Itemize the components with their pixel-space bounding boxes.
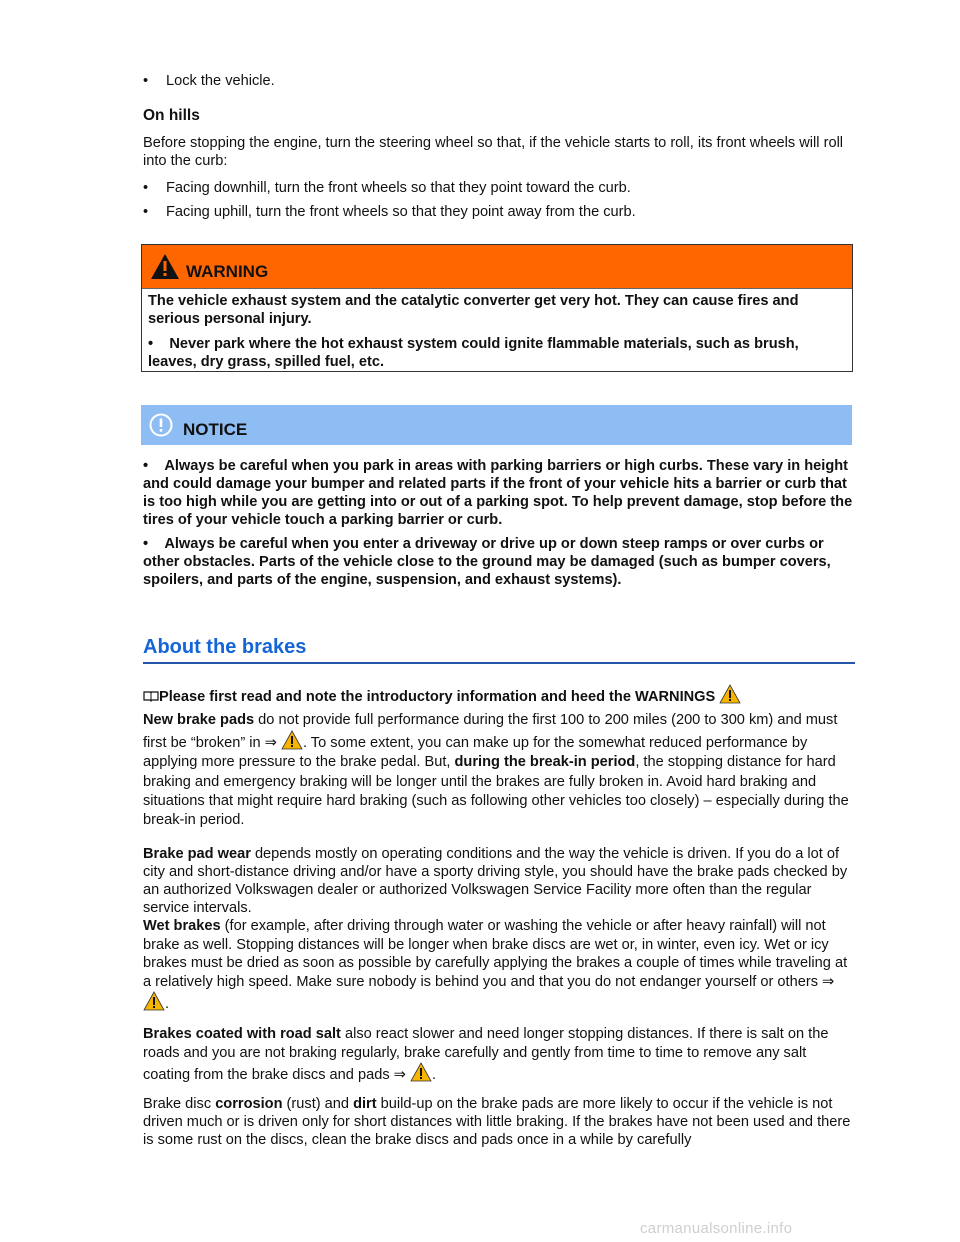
bullet-text: Lock the vehicle. (166, 73, 275, 89)
bullet-dot: • (143, 180, 149, 196)
paragraph-wet-brakes (143, 917, 855, 1014)
text: also react slower and need longer stopping distances. If there is salt on the roads and you are not braking regularly, brake carefully and gently from time to time to remove any salt coating from the brake discs and pads ⇒ (143, 1026, 829, 1084)
warning-triangle-icon (719, 684, 741, 704)
text: (for example, after driving through water or washing the vehicle or after heavy rainfall) will not brake as well. Stopping distances will be longer when brake discs are wet or, in winter, even icy. Wet or icy brakes must be dried as soon as possible by carefully applying the brakes a couple of times while traveling at a relatively high speed. Make sure nobody is behind you and that you do not endanger yourself or others ⇒ (143, 918, 848, 990)
text: Brake disc (143, 1096, 216, 1112)
notice-bullet (143, 535, 855, 589)
bullet-dot: • (143, 458, 149, 474)
text: depends mostly on operating conditions and the way the vehicle is driven. If you do a lot of city and short-distance driving and/or have a sporty driving style, you should have the brake pads checked by an authorized Volkswagen dealer or authorized Volkswagen Service Facility more often than the regular service intervals. (143, 846, 848, 916)
warning-title: WARNING (186, 261, 269, 281)
paragraph-new-brake-pads (143, 711, 855, 830)
notice-header (141, 405, 852, 445)
notice-bullet-text: Always be careful when you enter a driveway or drive up or down steep ramps or over curbs or other obstacles. Parts of the vehicle close to the ground may be damaged (such as bumper covers, spoilers, and parts of the engine, suspension, and exhaust systems). (143, 536, 831, 588)
text: . (165, 996, 170, 1013)
text: . (431, 1067, 437, 1084)
book-icon (143, 690, 159, 702)
text: . To some extent, you can make up for the somewhat reduced performance by applying more pressure to the brake pedal. But, (143, 735, 808, 771)
warning-box (141, 244, 853, 372)
hills-heading: On hills (143, 107, 200, 124)
bullet-dot: • (148, 336, 154, 352)
warning-triangle-icon (143, 991, 165, 1011)
warning-triangle-icon (150, 253, 180, 280)
warning-text: The vehicle exhaust system and the catalytic converter get very hot. They can cause fires and serious personal injury. (148, 293, 799, 327)
term-new-brake-pads: New brake pads (143, 712, 255, 728)
read-first-text: Please first read and note the introductory information and heed the WARNINGS (159, 689, 716, 705)
warning-bullet-text: Never park where the hot exhaust system could ignite flammable materials, such as brush, leaves, dry grass, spilled fuel, etc. (148, 336, 799, 370)
read-first-note (143, 684, 855, 706)
text: , the stopping distance for hard braking and emergency braking will be longer until the brakes are fully broken in. Avoid hard braking and situations that might require hard braking (such as following other vehicles too closely) – especially during the break-in period. (143, 754, 849, 829)
warning-triangle-icon (281, 730, 303, 750)
bullet-text: Facing downhill, turn the front wheels so that they point toward the curb. (166, 180, 631, 196)
exclamation-circle-icon (149, 413, 173, 437)
bullet-dot: • (143, 204, 149, 220)
term-brake-pad-wear: Brake pad wear (143, 846, 251, 862)
paragraph-road-salt (143, 1025, 855, 1085)
bullet-dot: • (143, 73, 149, 89)
hills-intro: Before stopping the engine, turn the steering wheel so that, if the vehicle starts to roll, its front wheels will roll into the curb: (143, 135, 844, 169)
section-title: About the brakes (143, 638, 855, 664)
term-road-salt: Brakes coated with road salt (143, 1026, 341, 1042)
paragraph-brake-pad-wear (143, 845, 855, 917)
bullet-lock-vehicle (143, 72, 878, 90)
bullet-dot: • (143, 536, 149, 552)
watermark: carmanualsonline.info (640, 1220, 793, 1237)
notice-bullet (143, 457, 855, 529)
term-dirt: dirt (353, 1096, 377, 1112)
text: build-up on the brake pads are more likely to occur if the vehicle is not driven much or is driven only for short distances with little braking. If the brakes have not been used and there is some rust on the discs, clean the brake discs and pads once in a while by carefully (143, 1096, 851, 1148)
warning-triangle-icon (410, 1062, 432, 1082)
term-break-in: during the break-in period (454, 754, 636, 771)
notice-title: NOTICE (183, 420, 248, 439)
notice-bullet-text: Always be careful when you park in areas with parking barriers or high curbs. These vary in height and could damage your bumper and related parts if the front of your vehicle hits a barrier or curb that is too high while you are getting into or out of a parking spot. To help prevent damage, stop before the tires of your vehicle touch a parking barrier or curb. (143, 458, 853, 528)
text: do not provide full performance during the first 100 to 200 miles (200 to 300 km) and must first be “broken” in ⇒ (143, 712, 838, 752)
text: (rust) and (282, 1096, 354, 1112)
hills-bullet (143, 203, 878, 221)
paragraph-corrosion (143, 1095, 855, 1149)
term-corrosion: corrosion (215, 1096, 283, 1112)
term-wet-brakes: Wet brakes (143, 918, 221, 934)
warning-header (142, 245, 852, 289)
hills-bullet (143, 179, 878, 197)
warning-body (142, 289, 852, 371)
bullet-text: Facing uphill, turn the front wheels so that they point away from the curb. (166, 204, 636, 220)
warning-bullet (148, 335, 846, 371)
